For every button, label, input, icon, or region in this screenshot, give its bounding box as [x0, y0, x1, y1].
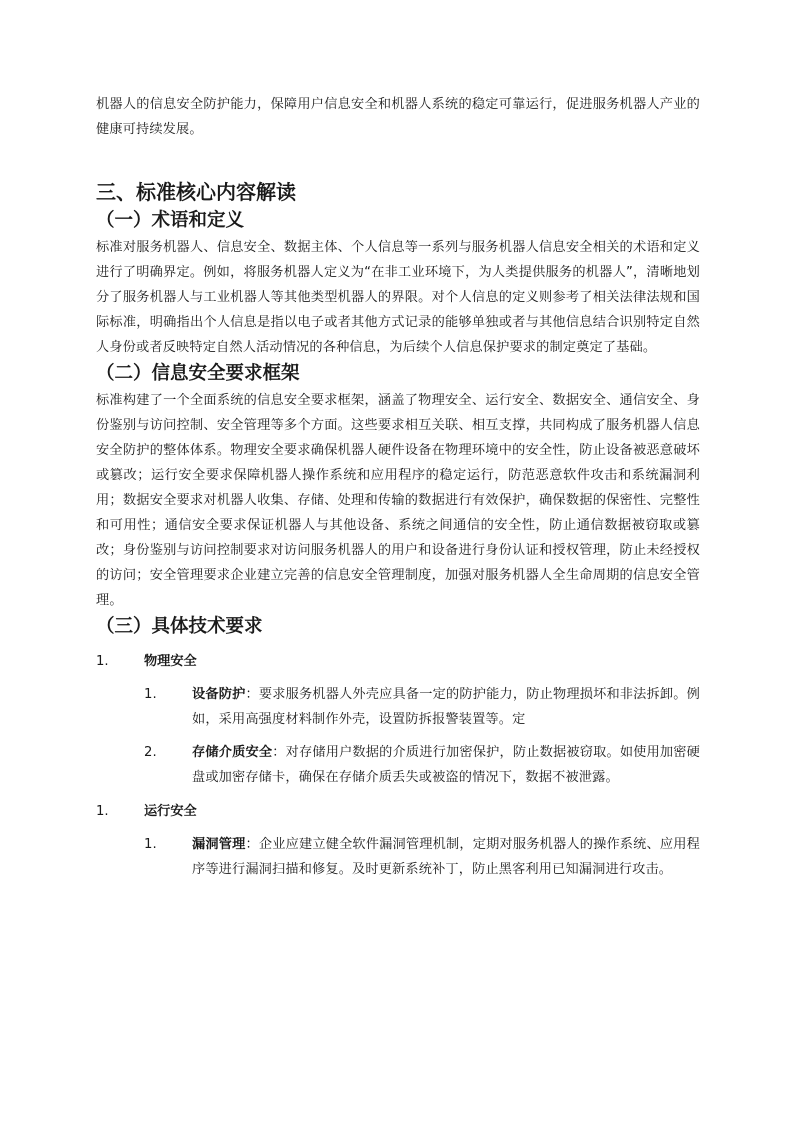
list-number: 2.	[144, 745, 157, 760]
list-number: 1.	[96, 654, 109, 669]
section-heading: 三、标准核心内容解读	[96, 180, 296, 204]
list-item-physical-security	[96, 649, 700, 674]
list-text: ：要求服务机器人外壳应具备一定的防护能力，防止物理损坏和非法拆卸。例如，采用高强度材料制作外壳，设置防拆报警装置等。定	[192, 687, 700, 727]
list-number: 1.	[144, 837, 157, 852]
subsection-heading-framework: （二）信息安全要求框架	[96, 363, 300, 384]
list-term: 设备防护	[192, 687, 246, 702]
list-item-operation-security	[96, 799, 700, 824]
list-number: 1.	[144, 687, 157, 702]
list-text: ：对存储用户数据的介质进行加密保护，防止数据被窃取。如使用加密硬盘或加密存储卡，确保在存储介质丢失或被盗的情况下，数据不被泄露。	[192, 745, 700, 785]
list-term: 漏洞管理	[192, 837, 246, 852]
list-subitem-vulnerability-management	[96, 832, 700, 882]
list-term: 存储介质安全	[192, 745, 273, 760]
list-text: ：企业应建立健全软件漏洞管理机制，定期对服务机器人的操作系统、应用程序等进行漏洞扫描和修复。及时更新系统补丁，防止黑客利用已知漏洞进行攻击。	[192, 837, 700, 877]
subsection-heading-technical: （三）具体技术要求	[96, 616, 263, 637]
list-label: 运行安全	[144, 804, 197, 819]
subsection-heading-terms: （一）术语和定义	[96, 210, 245, 231]
list-label: 物理安全	[144, 654, 197, 669]
framework-paragraph: 标准构建了一个全面系统的信息安全要求框架，涵盖了物理安全、运行安全、数据安全、通信安全、身份鉴别与访问控制、安全管理等多个方面。这些要求相互关联、相互支撑，共同构成了服务机器人信息安全防护的整体体系。物理安全要求确保机器人硬件设备在物理环境中的安全性，防止设备被恶意破坏或篡改；运行安全要求保障机器人操作系统和应用程序的稳定运行，防范恶意软件攻击和系统漏洞利用；数据安全要求对机器人收集、存储、处理和传输的数据进行有效保护，确保数据的保密性、完整性和可用性；通信安全要求保证机器人与其他设备、系统之间通信的安全性，防止通信数据被窃取或篡改；身份鉴别与访问控制要求对访问服务机器人的用户和设备进行身份认证和授权管理，防止未经授权的访问；安全管理要求企业建立完善的信息安全管理制度，加强对服务机器人全生命周期的信息安全管理。	[96, 393, 700, 608]
terms-paragraph: 标准对服务机器人、信息安全、数据主体、个人信息等一系列与服务机器人信息安全相关的术语和定义进行了明确界定。例如，将服务机器人定义为“在非工业环境下，为人类提供服务的机器人”，清晰地划分了服务机器人与工业机器人等其他类型机器人的界限。对个人信息的定义则参考了相关法律法规和国际标准，明确指出个人信息是指以电子或者其他方式记录的能够单独或者与其他信息结合识别特定自然人身份或者反映特定自然人活动情况的各种信息，为后续个人信息保护要求的制定奠定了基础。	[96, 240, 700, 355]
list-number: 1.	[96, 804, 109, 819]
document-content	[96, 92, 700, 882]
list-subitem-device-protection	[96, 682, 700, 732]
intro-paragraph: 机器人的信息安全防护能力，保障用户信息安全和机器人系统的稳定可靠运行，促进服务机器人产业的健康可持续发展。	[96, 97, 700, 137]
list-subitem-storage-security	[96, 740, 700, 790]
